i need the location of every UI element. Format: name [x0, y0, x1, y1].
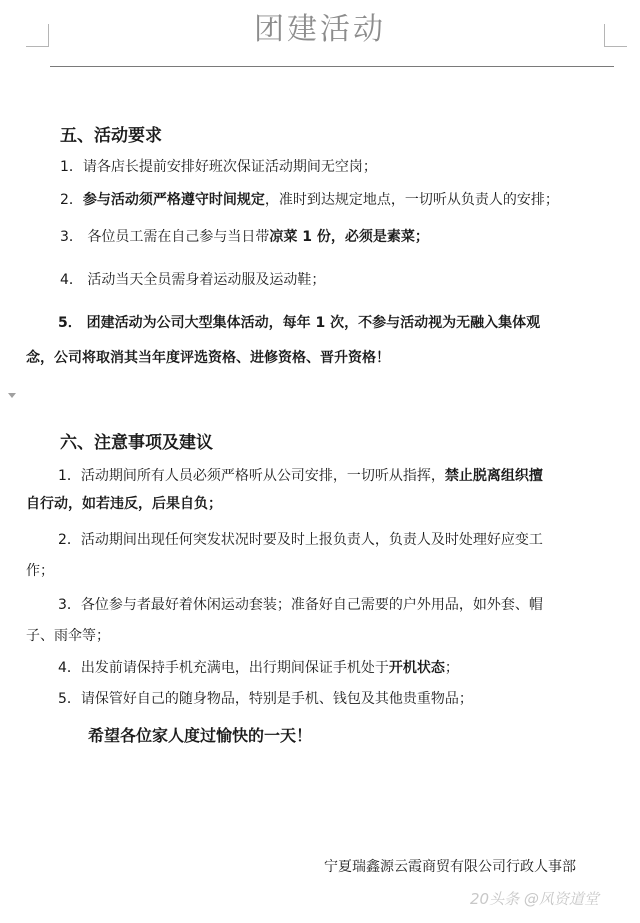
section5-heading: 五、活动要求 — [60, 126, 162, 146]
s6-line2-cont: 作； — [26, 563, 54, 579]
s5-line1: 1．请各店长提前安排好班次保证活动期间无空岗； — [60, 159, 377, 175]
s5-line2-rest: ，准时到达规定地点，一切听从负责人的安排； — [264, 192, 559, 208]
s5-line4: 4． 活动当天全员需身着运动服及运动鞋； — [60, 272, 326, 288]
margin-arrow-icon — [8, 393, 16, 398]
s6-line3: 3．各位参与者最好着休闲运动套装；准备好自己需要的户外用品，如外套、帽 — [58, 597, 543, 613]
s6-line2: 2．活动期间出现任何突发状况时要及时上报负责人，负责人及时处理好应变工 — [58, 532, 543, 548]
s5-line3 — [60, 227, 429, 247]
section6-heading: 六、注意事项及建议 — [60, 433, 213, 453]
s5-line3-text: 3． 各位员工需在自己参与当日带 — [60, 229, 270, 245]
header-rule — [50, 66, 614, 67]
watermark: 20头条 @风资道堂 — [470, 890, 599, 908]
s6-line4-bold: 开机状态 — [388, 660, 445, 676]
s6-line1-cont: 自行动，如若违反，后果自负； — [26, 496, 222, 512]
page-title: 团建活动 — [254, 12, 386, 47]
closing-line: 希望各位家人度过愉快的一天！ — [88, 726, 313, 745]
s5-line2-bold: 参与活动须严格遵守时间规定 — [82, 192, 265, 208]
s6-line4-text: 4．出发前请保持手机充满电，出行期间保证手机处于 — [58, 660, 389, 676]
s5-line2 — [60, 190, 559, 210]
s5-line3-bold: 凉菜 1 份，必须是素菜； — [269, 229, 429, 245]
s6-line3-cont: 子、雨伞等； — [26, 628, 110, 644]
s6-line1-text: 1．活动期间所有人员必须严格听从公司安排，一切听从指挥， — [58, 468, 445, 484]
s5-line5-cont: 念，公司将取消其当年度评选资格、进修资格、晋升资格！ — [26, 350, 390, 366]
s6-line1-bold: 禁止脱离组织擅 — [444, 468, 543, 484]
s6-line4 — [58, 658, 459, 678]
s5-line5: 5． 团建活动为公司大型集体活动，每年 1 次，不参与活动视为无融入集体观 — [58, 315, 541, 331]
s5-line2-num: 2． — [60, 192, 83, 208]
s6-line4-end: ； — [444, 660, 459, 676]
s6-line5: 5．请保管好自己的随身物品，特别是手机、钱包及其他贵重物品； — [58, 691, 473, 707]
signature: 宁夏瑞鑫源云霞商贸有限公司行政人事部 — [324, 859, 576, 875]
s6-line1 — [58, 466, 543, 486]
